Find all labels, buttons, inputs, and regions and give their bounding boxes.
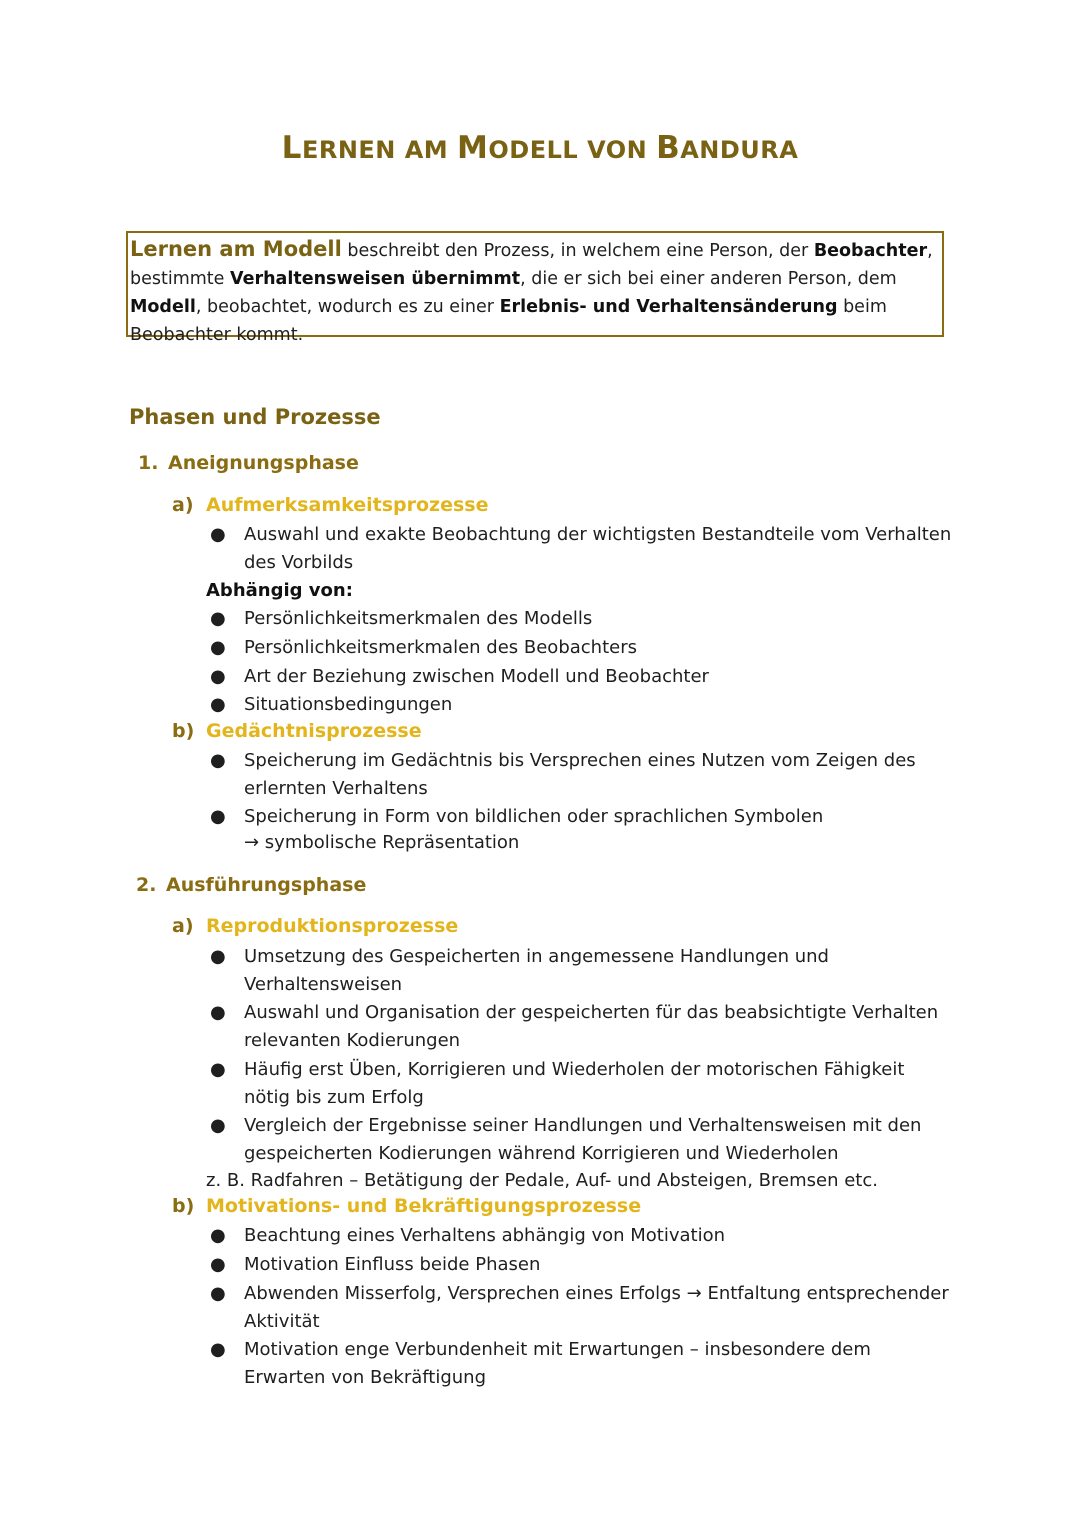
subphase-heading-2a	[172, 915, 458, 937]
title-part: ERNEN AM	[301, 136, 458, 164]
bullet-icon: ●	[210, 608, 226, 629]
document-title	[0, 130, 1080, 166]
bullet-icon: ●	[210, 524, 226, 545]
subphase-heading-1a	[172, 494, 489, 516]
bullet-icon: ●	[210, 637, 226, 658]
definition-box	[126, 231, 944, 345]
list-item	[210, 1336, 955, 1391]
definition-text: , bestimmte	[130, 241, 933, 289]
title-part: ANDURA	[680, 136, 799, 164]
bullet-icon: ●	[210, 806, 226, 827]
list-item	[210, 605, 955, 633]
subphase-label: Gedächtnisprozesse	[206, 720, 422, 742]
definition-text: , beobachtet, wodurch es zu einer	[195, 297, 500, 317]
definition-text: beschreibt den Prozess, in welchem eine Person, der	[341, 241, 814, 261]
list-item-text: Art der Beziehung zwischen Modell und Beobachter	[244, 666, 709, 687]
phase-label: Aneignungsphase	[168, 452, 359, 474]
title-initial: M	[457, 130, 489, 166]
list-item-text: Speicherung im Gedächtnis bis Versprechen eines Nutzen vom Zeigen des erlernten Verhaltens	[244, 750, 916, 799]
subphase-letter: a)	[172, 915, 194, 937]
list-item	[210, 943, 955, 998]
phase-number: 2.	[136, 874, 157, 896]
list-item-text: Persönlichkeitsmerkmalen des Modells	[244, 608, 593, 629]
list-item-text: Vergleich der Ergebnisse seiner Handlungen und Verhaltensweisen mit den gespeicherten Kodierungen während Korrigieren und Wiederholen	[244, 1115, 922, 1164]
bullet-icon: ●	[210, 666, 226, 687]
title-initial: B	[656, 130, 681, 166]
list-item-text: Umsetzung des Gespeicherten in angemessene Handlungen und Verhaltensweisen	[244, 946, 829, 995]
definition-text: , die er sich bei einer anderen Person, dem	[520, 269, 897, 289]
bullet-icon: ●	[210, 1225, 226, 1246]
bullet-icon: ●	[210, 1283, 226, 1304]
subphase-heading-1b	[172, 720, 422, 742]
bullet-icon: ●	[210, 946, 226, 967]
definition-keyword: Verhaltensweisen übernimmt	[230, 269, 521, 289]
list-item	[210, 1251, 955, 1279]
definition-term: Lernen am Modell	[130, 237, 342, 261]
list-item	[210, 803, 955, 831]
list-item-text: Auswahl und Organisation der gespeicherten für das beabsichtigte Verhalten relevanten Kodierungen	[244, 1002, 939, 1051]
section-heading: Phasen und Prozesse	[129, 405, 381, 429]
subphase-label: Aufmerksamkeitsprozesse	[206, 494, 489, 516]
list-item-text: Auswahl und exakte Beobachtung der wichtigsten Bestandteile vom Verhalten des Vorbilds	[244, 524, 952, 573]
list-item	[210, 1280, 955, 1335]
phase-number: 1.	[138, 452, 159, 474]
example-text: z. B. Radfahren – Betätigung der Pedale, Auf- und Absteigen, Bremsen etc.	[206, 1170, 878, 1191]
list-item	[210, 663, 955, 691]
phase-label: Ausführungsphase	[166, 874, 367, 896]
definition-keyword: Erlebnis- und Verhaltensänderung	[499, 297, 838, 317]
list-item	[210, 634, 955, 662]
subphase-letter: a)	[172, 494, 194, 516]
list-item	[210, 691, 955, 719]
list-item-text: Persönlichkeitsmerkmalen des Beobachters	[244, 637, 637, 658]
bullet-icon: ●	[210, 1254, 226, 1275]
bullet-icon: ●	[210, 1339, 226, 1360]
phase-heading-1	[138, 452, 359, 474]
list-item	[210, 1112, 955, 1167]
arrow-note: → symbolische Repräsentation	[244, 832, 520, 853]
title-part: ODELL VON	[488, 136, 657, 164]
list-item	[210, 521, 955, 576]
bullet-icon: ●	[210, 1115, 226, 1136]
subphase-letter: b)	[172, 720, 195, 742]
list-item-text: Häufig erst Üben, Korrigieren und Wiederholen der motorischen Fähigkeit nötig bis zum Erfolg	[244, 1059, 905, 1108]
bullet-icon: ●	[210, 1002, 226, 1023]
list-item-text: Motivation Einfluss beide Phasen	[244, 1254, 541, 1275]
bullet-icon: ●	[210, 1059, 226, 1080]
list-item-text: Abwenden Misserfolg, Versprechen eines Erfolgs → Entfaltung entsprechender Aktivität	[244, 1283, 949, 1332]
depends-label: Abhängig von:	[206, 580, 353, 601]
bullet-icon: ●	[210, 750, 226, 771]
bullet-icon: ●	[210, 694, 226, 715]
list-item-text: Situationsbedingungen	[244, 694, 453, 715]
list-item-text: Motivation enge Verbundenheit mit Erwartungen – insbesondere dem Erwarten von Bekräftigung	[244, 1339, 871, 1388]
list-item-text: Beachtung eines Verhaltens abhängig von Motivation	[244, 1225, 726, 1246]
subphase-label: Reproduktionsprozesse	[206, 915, 459, 937]
definition-text: beim Beobachter kommt.	[130, 297, 887, 345]
subphase-label: Motivations- und Bekräftigungsprozesse	[206, 1195, 642, 1217]
list-item	[210, 999, 955, 1054]
list-item	[210, 747, 955, 802]
list-item	[210, 1056, 955, 1111]
title-initial: L	[281, 130, 302, 166]
phase-heading-2	[136, 874, 366, 896]
subphase-heading-2b	[172, 1195, 641, 1217]
definition-keyword: Modell	[130, 297, 196, 317]
subphase-letter: b)	[172, 1195, 195, 1217]
list-item	[210, 1222, 955, 1250]
definition-keyword: Beobachter	[813, 241, 928, 261]
list-item-text: Speicherung in Form von bildlichen oder sprachlichen Symbolen	[244, 806, 824, 827]
